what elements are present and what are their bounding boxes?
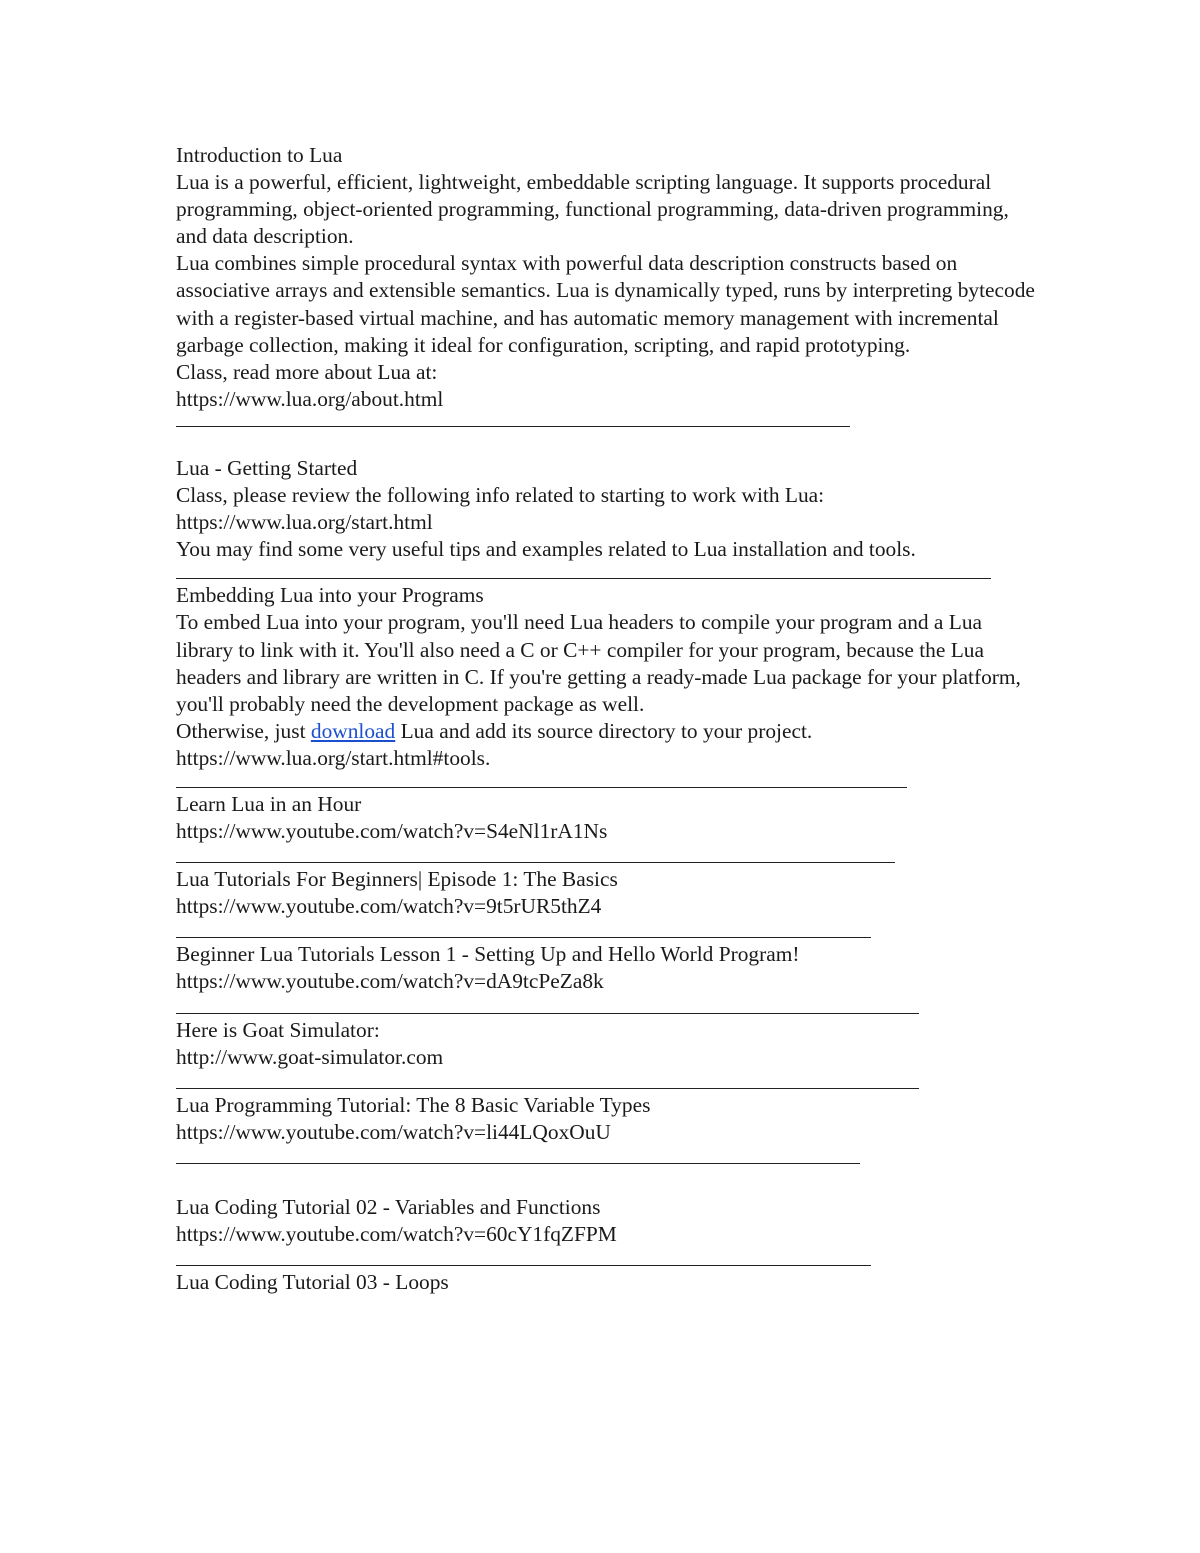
coding-02-url: https://www.youtube.com/watch?v=60cY1fqZFPM — [176, 1222, 617, 1246]
beginner-lesson1-url: https://www.youtube.com/watch?v=dA9tcPeZa8k — [176, 969, 604, 994]
embedding-url: https://www.lua.org/start.html#tools. — [176, 745, 491, 770]
document-body — [176, 142, 1036, 1296]
intro-title: Introduction to Lua — [176, 143, 343, 167]
embedding-paragraph: To embed Lua into your program, you'll need Lua headers to compile your program and a Lua library to link with it. You'll also need a C or C++ compiler for your program, because the Lua headers and library are written in C. If you're getting a ready-made Lua package for your platform, you'll probably need the development package as well. — [176, 610, 1021, 716]
tutorials-beginners-title: Lua Tutorials For Beginners| Episode 1: The Basics — [176, 867, 618, 892]
embedding-otherwise-prefix: Otherwise, just — [176, 718, 311, 743]
intro-paragraph-1: Lua is a powerful, efficient, lightweight, embeddable scripting language. It supports procedural programming, object-oriented programming, functional programming, data-driven programming, and data description. — [176, 170, 1009, 249]
intro-read-more: Class, read more about Lua at: — [176, 359, 438, 384]
divider — [176, 1013, 919, 1014]
intro-paragraph-2: Lua combines simple procedural syntax with powerful data description constructs based on associative arrays and extensible semantics. Lua is dynamically typed, runs by interpreting bytecode with a register-based virtual machine, and has automatic memory management with incremental garbage collection, making it ideal for configuration, scripting, and rapid prototyping. — [176, 251, 1035, 357]
intro-url: https://www.lua.org/about.html — [176, 386, 444, 411]
divider — [176, 937, 871, 938]
variable-types-title: Lua Programming Tutorial: The 8 Basic Variable Types — [176, 1092, 651, 1117]
tutorials-beginners-url: https://www.youtube.com/watch?v=9t5rUR5thZ4 — [176, 894, 602, 919]
divider — [176, 578, 991, 579]
beginner-lesson1-title: Beginner Lua Tutorials Lesson 1 - Setting Up and Hello World Program! — [176, 942, 800, 967]
divider — [176, 862, 895, 863]
divider — [176, 787, 907, 788]
learn-hour-title: Learn Lua in an Hour — [176, 791, 362, 816]
getting-started-title: Lua - Getting Started — [176, 455, 358, 480]
getting-started-url: https://www.lua.org/start.html — [176, 510, 433, 535]
divider — [176, 1088, 919, 1089]
getting-started-line-2: You may find some very useful tips and examples related to Lua installation and tools. — [176, 537, 916, 562]
coding-02-title: Lua Coding Tutorial 02 - Variables and Functions — [176, 1194, 601, 1219]
coding-03-title: Lua Coding Tutorial 03 - Loops — [176, 1270, 449, 1295]
goat-simulator-url: http://www.goat-simulator.com — [176, 1044, 444, 1069]
download-link[interactable]: download — [310, 718, 396, 743]
divider — [176, 1265, 871, 1266]
embedding-title: Embedding Lua into your Programs — [176, 583, 484, 608]
getting-started-line-1: Class, please review the following info related to starting to work with Lua: — [176, 483, 825, 508]
embedding-otherwise-line — [176, 718, 1036, 745]
learn-hour-url: https://www.youtube.com/watch?v=S4eNl1rA1Ns — [176, 819, 608, 844]
embedding-otherwise-suffix: Lua and add its source directory to your project. — [395, 718, 813, 743]
goat-simulator-title: Here is Goat Simulator: — [176, 1017, 380, 1042]
variable-types-url: https://www.youtube.com/watch?v=li44LQoxOuU — [176, 1119, 611, 1144]
